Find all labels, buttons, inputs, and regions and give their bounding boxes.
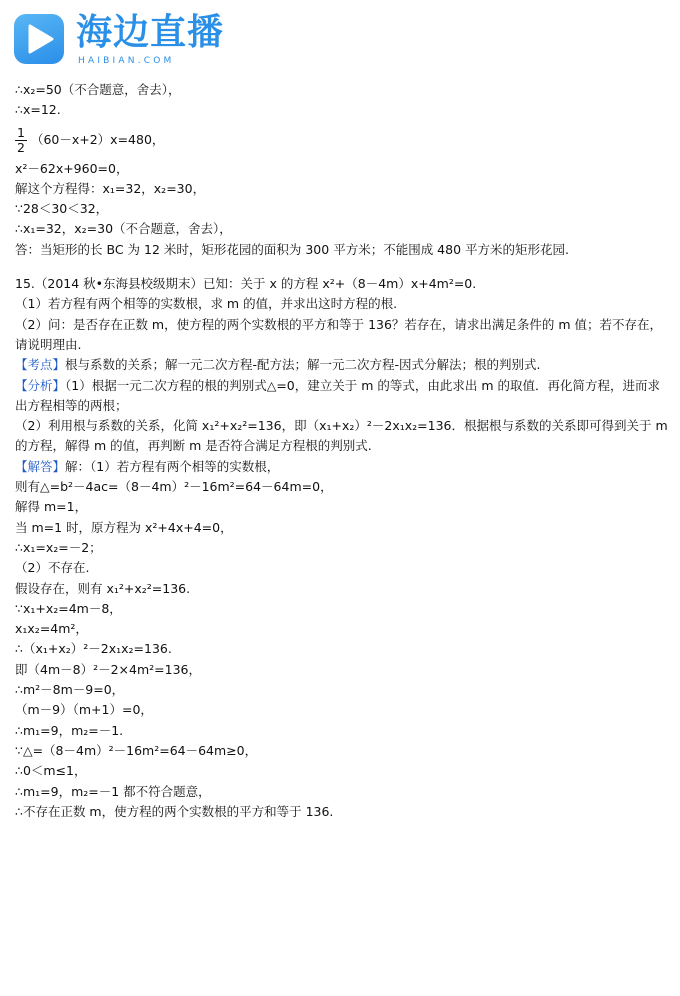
fraction-denominator: 2: [17, 139, 25, 155]
fraction: [15, 126, 27, 155]
problem-question-2: （2）问：是否存在正数 m，使方程的两个实数根的平方和等于 136？若存在，请求出满足条件的 m 值；若不存在，请说明理由.: [15, 316, 663, 352]
fenxi-tag: 【分析】: [15, 377, 66, 393]
solution-line: 解得 m=1，: [15, 499, 88, 515]
solution-line: 当 m=1 时，原方程为 x²+4x+4=0，: [15, 519, 233, 535]
text-line: ∴x=12.: [15, 102, 61, 118]
solution-line: 假设存在，则有 x₁²+x₂²=136.: [15, 580, 191, 596]
solution-line: ∵x₁+x₂=4m－8，: [15, 600, 122, 616]
problem-title: 15.（2014 秋•东海县校级期末）已知：关于 x 的方程 x²+（8－4m）x+4m²=0.: [15, 276, 477, 292]
document-body: [15, 80, 670, 822]
solution-line: ∵△=（8－4m）²－16m²=64－64m≥0，: [15, 742, 258, 758]
text-line: 解这个方程得：x₁=32，x₂=30，: [15, 180, 206, 196]
jieda-text: 解：（1）若方程有两个相等的实数根，: [65, 458, 280, 474]
kaodian-text: 根与系数的关系；解一元二次方程-配方法；解一元二次方程-因式分解法；根的判别式.: [65, 357, 541, 373]
jieda-tag: 【解答】: [15, 458, 66, 474]
solution-line: ∴不存在正数 m，使方程的两个实数根的平方和等于 136.: [15, 803, 334, 819]
text-line: ∵28＜30＜32，: [15, 201, 109, 217]
solution-line: ∴m₁=9，m₂=－1.: [15, 722, 124, 738]
solution-line: ∴m₁=9，m₂=－1 都不符合题意，: [15, 783, 211, 799]
brand-domain: HAIBIAN.COM: [78, 56, 175, 66]
brand-name: 海边直播: [76, 12, 225, 53]
fenxi-text-2: （2）利用根与系数的关系，化简 x₁²+x₂²=136，即（x₁+x₂）²－2x₁x₂=136．根据根与系数的关系即可得到关于 m 的方程，解得 m 的值，再判断 m 是否符合满足方程根的判别式.: [15, 418, 668, 454]
play-icon: [14, 14, 64, 64]
fenxi-section: [15, 376, 670, 417]
kaodian-tag: 【考点】: [15, 357, 66, 373]
solution-line: x₁x₂=4m²，: [15, 621, 88, 637]
jieda-section: [15, 457, 670, 477]
logo-badge: [14, 14, 64, 64]
text-line: x²－62x+960=0，: [15, 160, 129, 176]
solution-line: （m－9）（m+1）=0，: [15, 702, 153, 718]
solution-line: （2）不存在.: [15, 560, 90, 576]
text-line: ∴x₁=32，x₂=30（不合题意，舍去），: [15, 221, 232, 237]
solution-line: 则有△=b²－4ac=（8－4m）²－16m²=64－64m=0，: [15, 479, 333, 495]
kaodian-section: [15, 355, 670, 375]
solution-line: ∴0＜m≤1，: [15, 763, 87, 779]
brand-logo: [14, 10, 224, 68]
solution-line: 即（4m－8）²－2×4m²=136，: [15, 661, 201, 677]
fenxi-text-1: （1）根据一元二次方程的根的判别式△=0，建立关于 m 的等式，由此求出 m 的取值．再化简方程，进而求出方程相等的两根；: [15, 377, 661, 413]
answer-line: 答：当矩形的长 BC 为 12 米时，矩形花园的面积为 300 平方米；不能围成 480 平方米的矩形花园.: [15, 241, 569, 257]
text-line: ∴x₂=50（不合题意，舍去），: [15, 82, 181, 97]
solution-line: ∴x₁=x₂=－2；: [15, 539, 102, 555]
solution-line: ∴m²－8m－9=0，: [15, 682, 125, 698]
fraction-numerator: 1: [17, 124, 25, 140]
fraction-equation: [15, 123, 670, 157]
problem-question-1: （1）若方程有两个相等的实数根，求 m 的值，并求出这时方程的根.: [15, 296, 398, 312]
solution-line: ∴（x₁+x₂）²－2x₁x₂=136.: [15, 641, 172, 657]
equation-rest: （60－x+2）x=480，: [30, 131, 165, 147]
